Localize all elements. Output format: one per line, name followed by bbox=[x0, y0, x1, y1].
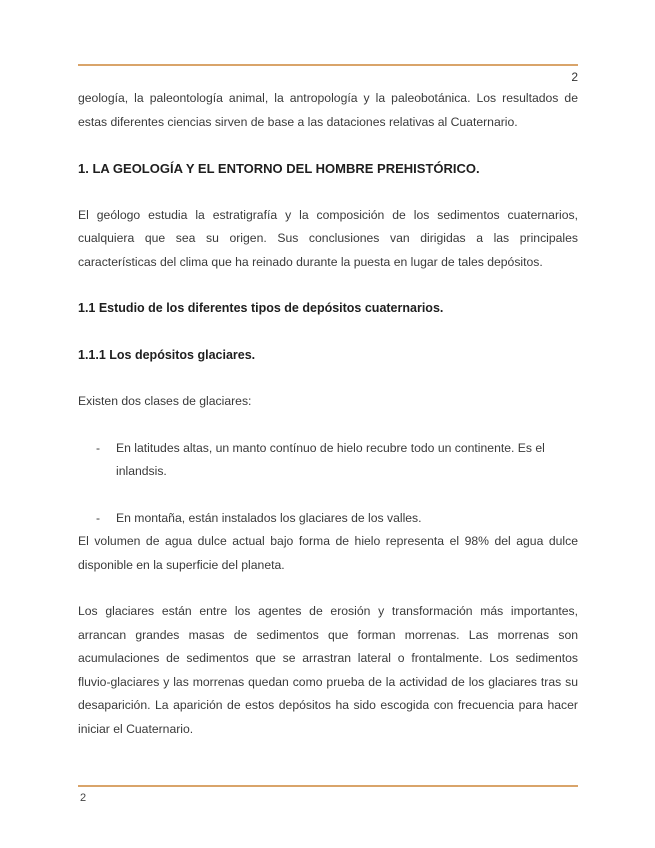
subsubsection-heading: 1.1.1 Los depósitos glaciares. bbox=[78, 347, 256, 362]
paragraph-intro: geología, la paleontología animal, la antropología y la paleobotánica. Los resultados de estas diferentes ciencias sirven de base a las dataciones relativas al Cuaternario. bbox=[78, 91, 578, 129]
section-heading: 1. LA GEOLOGÍA Y EL ENTORNO DEL HOMBRE PREHISTÓRICO. bbox=[78, 161, 480, 176]
paragraph-clases: Existen dos clases de glaciares: bbox=[78, 394, 252, 408]
header-rule bbox=[78, 64, 578, 66]
subsection-heading: 1.1 Estudio de los diferentes tipos de depósitos cuaternarios. bbox=[78, 301, 444, 315]
paragraph-geologo: El geólogo estudia la estratigrafía y la composición de los sedimentos cuaternarios, cualquiera que sea su origen. Sus conclusiones van dirigidas a las principales características del clima que ha reinado durante la puesta en lugar de tales depósitos. bbox=[78, 207, 578, 269]
header-page-number: 2 bbox=[571, 70, 578, 84]
page-body bbox=[78, 87, 578, 741]
paragraph-volumen: El volumen de agua dulce actual bajo forma de hielo representa el 98% del agua dulce disponible en la superficie del planeta. bbox=[78, 534, 578, 572]
list-item bbox=[78, 507, 578, 531]
footer-page-number: 2 bbox=[80, 792, 87, 804]
list-bullet: - bbox=[96, 440, 101, 455]
list-item-text: En montaña, están instalados los glaciares de los valles. bbox=[116, 510, 422, 525]
glacier-types-list bbox=[78, 437, 578, 531]
list-item bbox=[78, 437, 578, 484]
list-item-text: En latitudes altas, un manto contínuo de hielo recubre todo un continente. Es el inlandsis. bbox=[116, 440, 545, 478]
footer-rule bbox=[78, 785, 578, 787]
paragraph-erosion: Los glaciares están entre los agentes de erosión y transformación más importantes, arrancan grandes masas de sedimentos que forman morrenas. Las morrenas son acumulaciones de sedimentos que se arrastran lateral o frontalmente. Los sedimentos fluvio-glaciares y las morrenas quedan como prueba de la actividad de los glaciares tras su desaparición. La aparición de estos depósitos ha sido escogida con frecuencia para hacer iniciar el Cuaternario. bbox=[78, 604, 578, 736]
list-bullet: - bbox=[96, 510, 101, 525]
